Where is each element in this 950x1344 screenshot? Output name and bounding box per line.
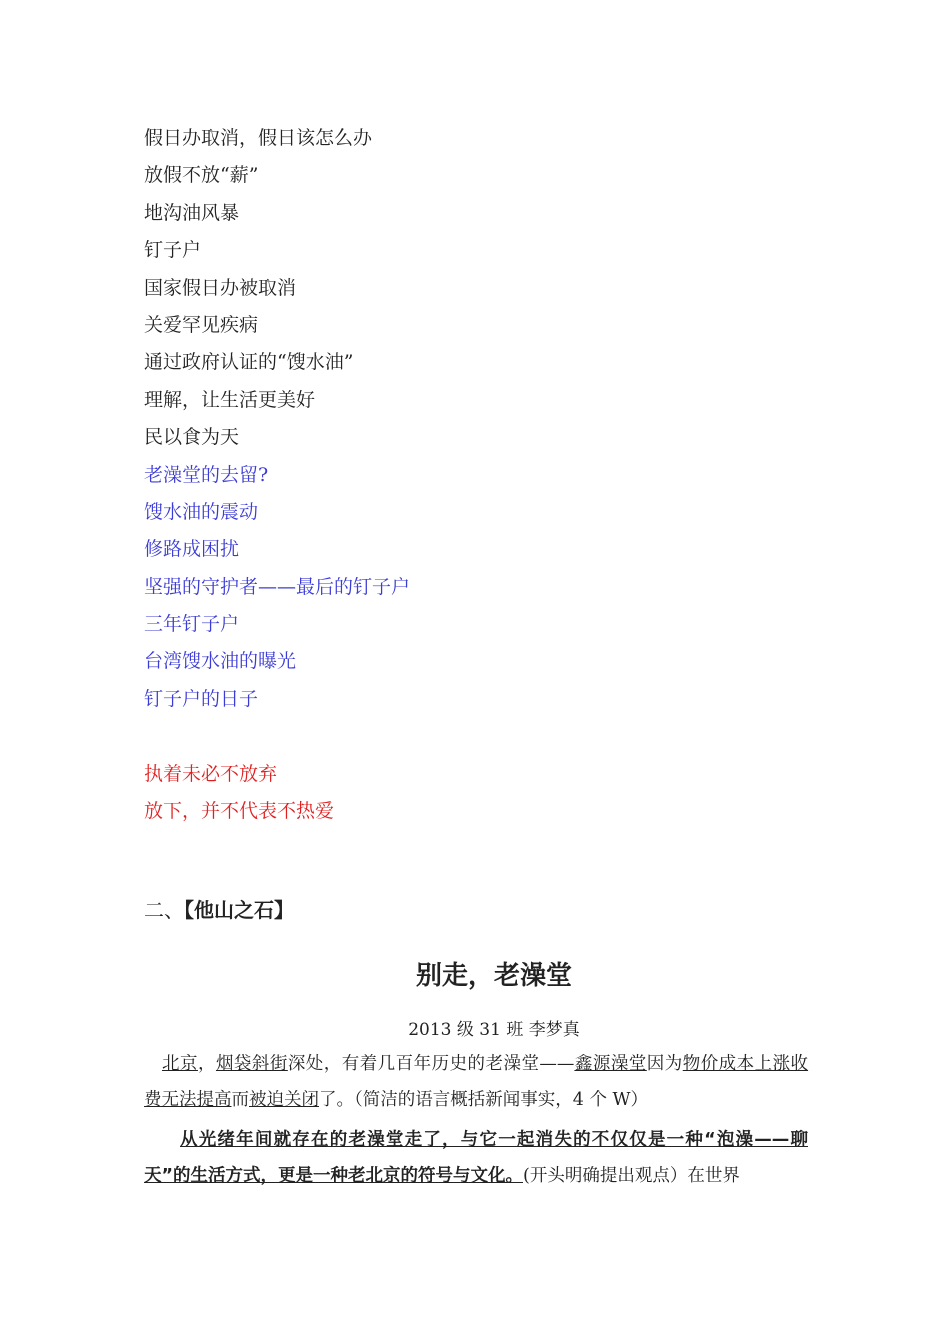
headline-item: 通过政府认证的“馊水油” bbox=[144, 351, 354, 374]
thesis-statement: 从光绪年间就存在的老澡堂走了，与它一起消失的不仅仅是一种“泡澡——聊天”的生活方式，更是一种老北京的符号与文化。 bbox=[144, 1130, 808, 1186]
headline-item-blue: 三年钉子户 bbox=[144, 613, 240, 636]
headline-item: 国家假日办被取消 bbox=[144, 276, 297, 299]
text: 深处，有着几百年历史的老澡堂—— bbox=[287, 1054, 575, 1074]
headline-item-red: 执着未必不放弃 bbox=[144, 762, 278, 785]
article-paragraph-2 bbox=[144, 1122, 808, 1194]
text: 了。（简洁的语言概括新闻事实，4 个 W） bbox=[319, 1090, 648, 1110]
underlined-text: 鑫源澡堂 bbox=[574, 1054, 647, 1074]
headline-item-blue: 坚强的守护者——最后的钉子户 bbox=[144, 575, 411, 598]
headline-item-blue: 修路成困扰 bbox=[144, 538, 240, 561]
article-title: 别走，老澡堂 bbox=[415, 961, 572, 991]
headline-item-blue: 台湾馊水油的曝光 bbox=[144, 650, 297, 673]
headline-item: 钉子户 bbox=[144, 239, 202, 262]
headline-item: 理解，让生活更美好 bbox=[144, 388, 316, 411]
headline-item-blue: 馊水油的震动 bbox=[144, 500, 259, 523]
section-heading bbox=[144, 894, 294, 923]
section-number: 二、 bbox=[144, 898, 184, 922]
headline-item: 关爱罕见疾病 bbox=[144, 313, 259, 336]
headline-item-red: 放下，并不代表不热爱 bbox=[144, 800, 335, 823]
text: 因为 bbox=[646, 1054, 683, 1074]
blank-line bbox=[144, 718, 410, 755]
underlined-text: 烟袋斜街 bbox=[215, 1054, 288, 1074]
text: 而 bbox=[231, 1090, 249, 1110]
headline-item: 假日办取消，假日该怎么办 bbox=[144, 127, 373, 149]
headline-item: 放假不放“薪” bbox=[144, 164, 259, 187]
section-title: 【他山之石】 bbox=[184, 898, 294, 922]
headline-item-blue: 老澡堂的去留? bbox=[144, 463, 269, 486]
headline-item: 地沟油风暴 bbox=[144, 201, 240, 224]
underlined-text: 物价成本上涨收费无法提高 bbox=[144, 1054, 809, 1110]
article-paragraph-1 bbox=[144, 1046, 808, 1118]
text: (开头明确提出观点）在世界 bbox=[523, 1166, 740, 1186]
underlined-text: 被迫关闭 bbox=[249, 1090, 319, 1110]
article-byline: 2013 级 31 班 李梦真 bbox=[408, 1020, 580, 1040]
headline-list bbox=[144, 120, 410, 830]
text: ， bbox=[197, 1054, 216, 1074]
headline-item: 民以食为天 bbox=[144, 426, 240, 449]
headline-item-blue: 钉子户的日子 bbox=[144, 687, 259, 710]
underlined-text: 北京 bbox=[162, 1054, 198, 1074]
